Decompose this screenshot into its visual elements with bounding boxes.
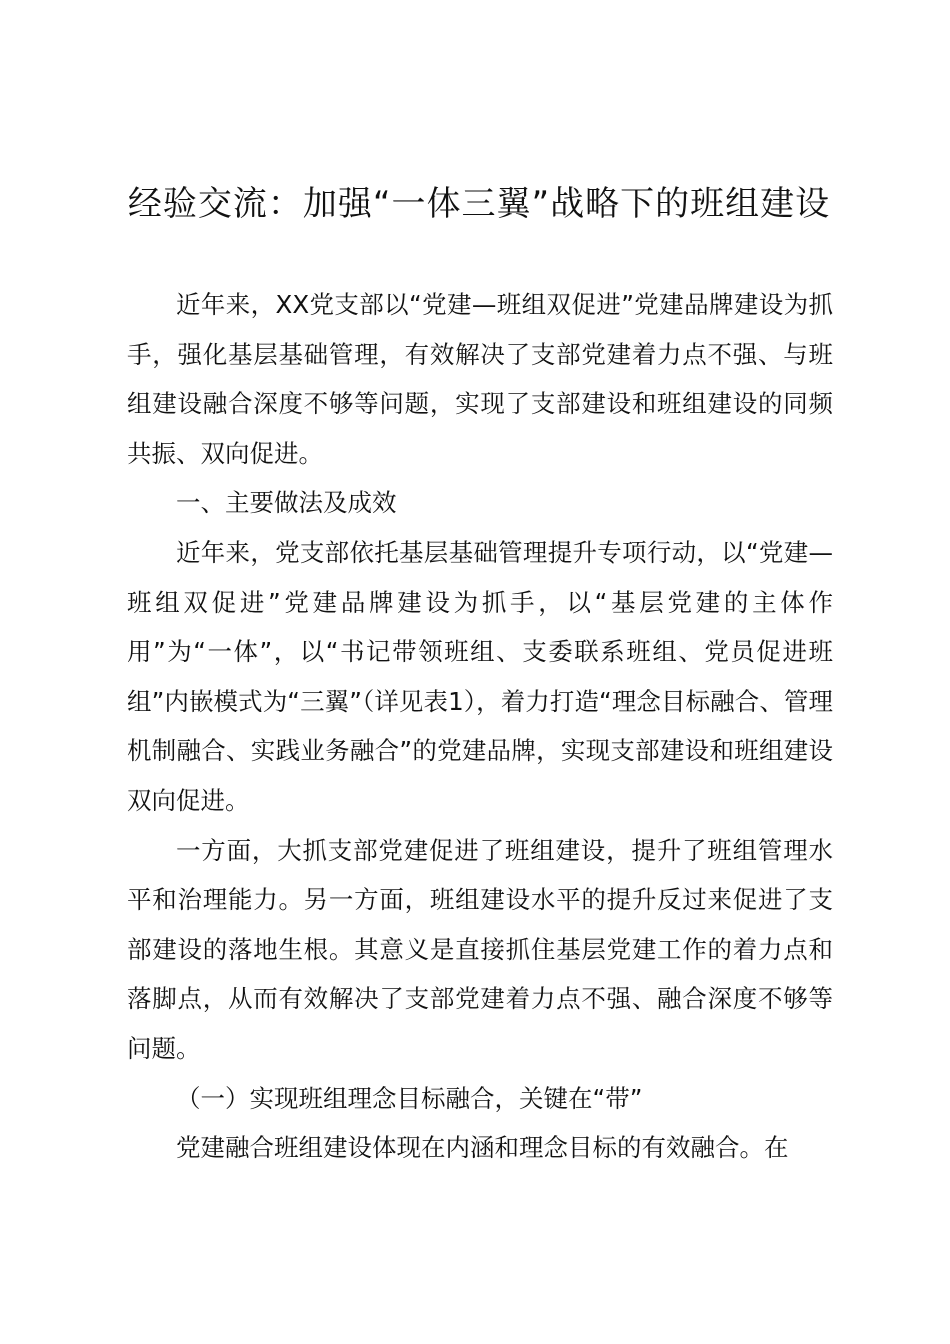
- paragraph-approach: 近年来，党支部依托基层基础管理提升专项行动，以“党建—班组双促进”党建品牌建设为抓手，以“基层党建的主体作用”为“一体”，以“书记带领班组、支委联系班组、党员促进班组”内嵌模式为“三翼”（详见表1），着力打造“理念目标融合、管理机制融合、实践业务融合”的党建品牌，实现支部建设和班组建设双向促进。: [127, 537, 833, 815]
- document-title: 经验交流：加强“一体三翼”战略下的班组建设: [127, 184, 831, 224]
- paragraph-intro: 近年来，XX党支部以“党建—班组双促进”党建品牌建设为抓手，强化基层基础管理，有效解决了支部党建着力点不强、与班组建设融合深度不够等问题，实现了支部建设和班组建设的同频共振、双向促进。: [127, 290, 833, 468]
- document-body: [127, 280, 833, 1173]
- section-heading-1: 一、主要做法及成效: [176, 488, 397, 518]
- paragraph-effects: 一方面，大抓支部党建促进了班组建设，提升了班组管理水平和治理能力。另一方面，班组建设水平的提升反过来促进了支部建设的落地生根。其意义是直接抓住基层党建工作的着力点和落脚点，从而有效解决了支部党建着力点不强、融合深度不够等问题。: [127, 835, 833, 1063]
- subsection-heading-1: （一）实现班组理念目标融合，关键在“带”: [176, 1083, 643, 1113]
- paragraph-fusion: 党建融合班组建设体现在内涵和理念目标的有效融合。在: [176, 1133, 789, 1163]
